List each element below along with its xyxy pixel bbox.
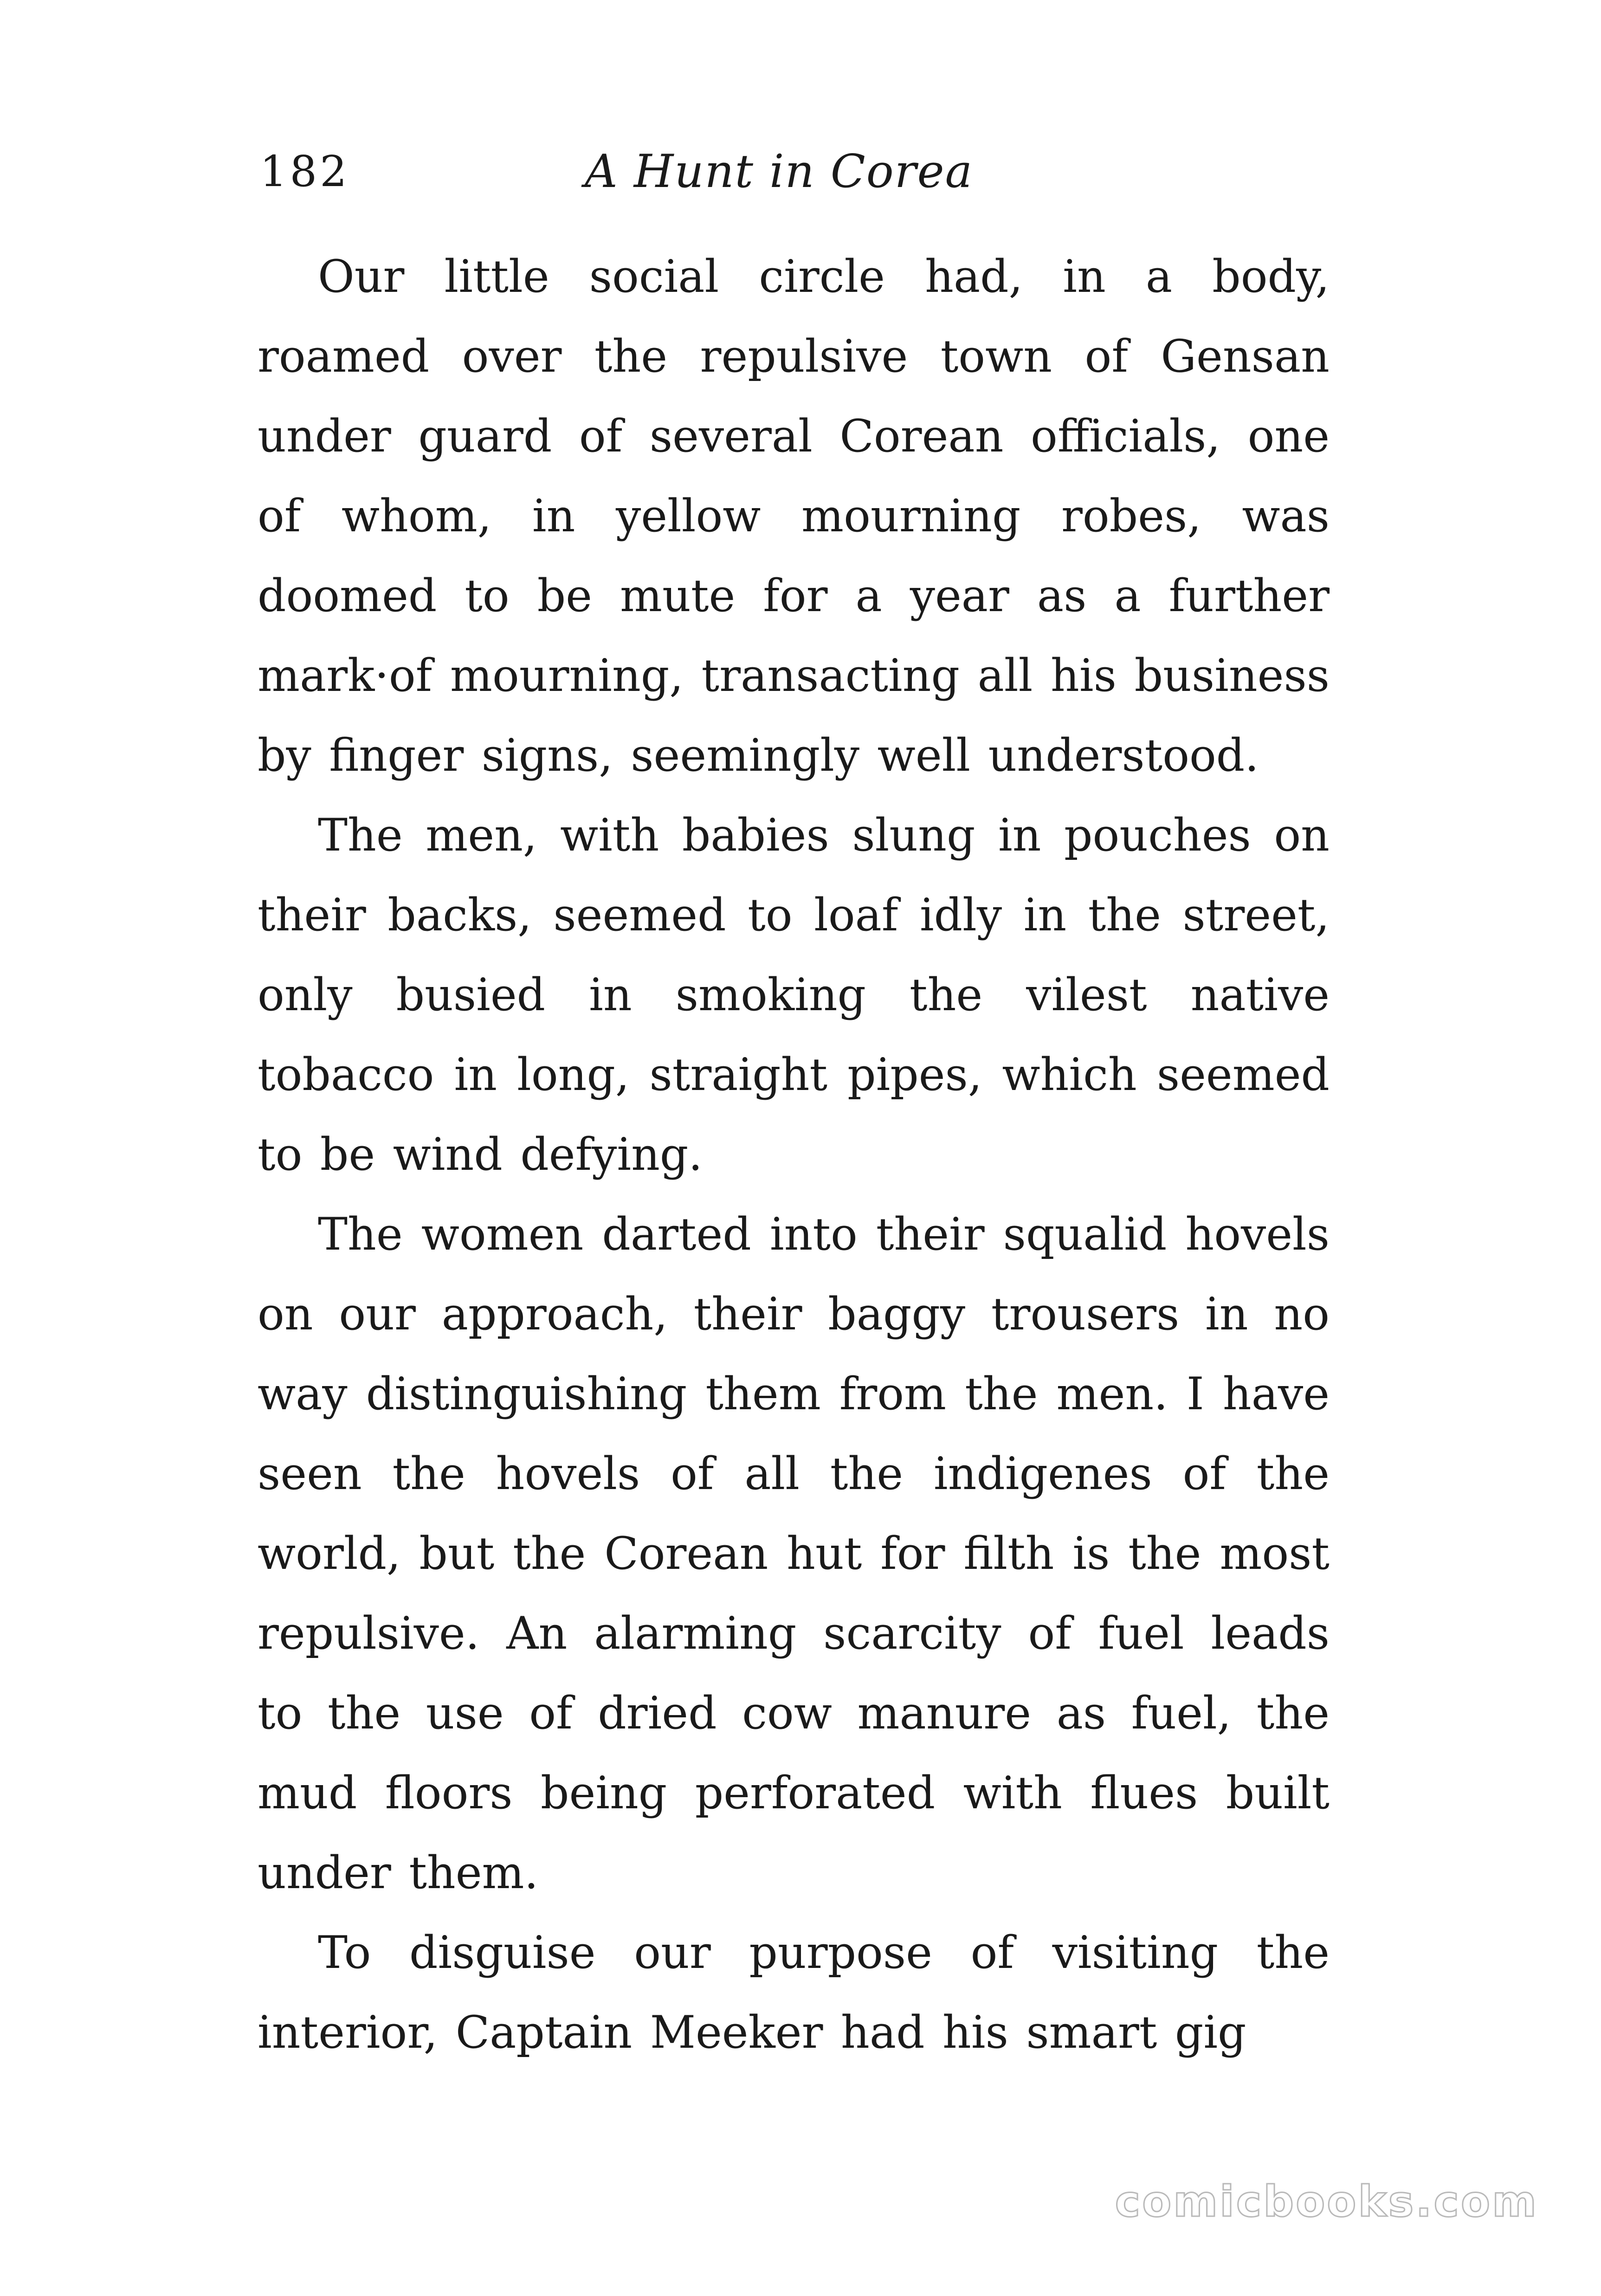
paragraph: To disguise our purpose of visiting the interior, Captain Meeker had his smart gig [258,1927,1330,2058]
watermark-logo: comicbooks.com [1115,2177,1538,2226]
paragraph: The men, with babies slung in pouches on their backs, seemed to loaf idly in the street, only busied in smoking the vilest native tobacco in long, straight pipes, which seemed to be wind defying. [258,809,1330,1180]
running-title: A Hunt in Corea [585,145,974,198]
paragraph: Our little social circle had, in a body, roamed over the repulsive town of Gensan under guard of several Corean officials, one of whom, in yellow mourning robes, was doomed to be mute for a year as a further mark·of mourning, transacting all his business by finger signs, seemingly well understood. [258,251,1330,781]
paragraph: The women darted into their squalid hovels on our approach, their baggy trousers in no way distinguishing them from the men. I have seen the hovels of all the indigenes of the world, but the Corean hut for filth is the most repulsive. An alarming scarcity of fuel leads to the use of dried cow manure as fuel, the mud floors being perforated with flues built under them. [258,1208,1330,1899]
body-text [258,237,1330,2072]
page-number: 182 [260,147,350,196]
page-header [260,139,1327,204]
